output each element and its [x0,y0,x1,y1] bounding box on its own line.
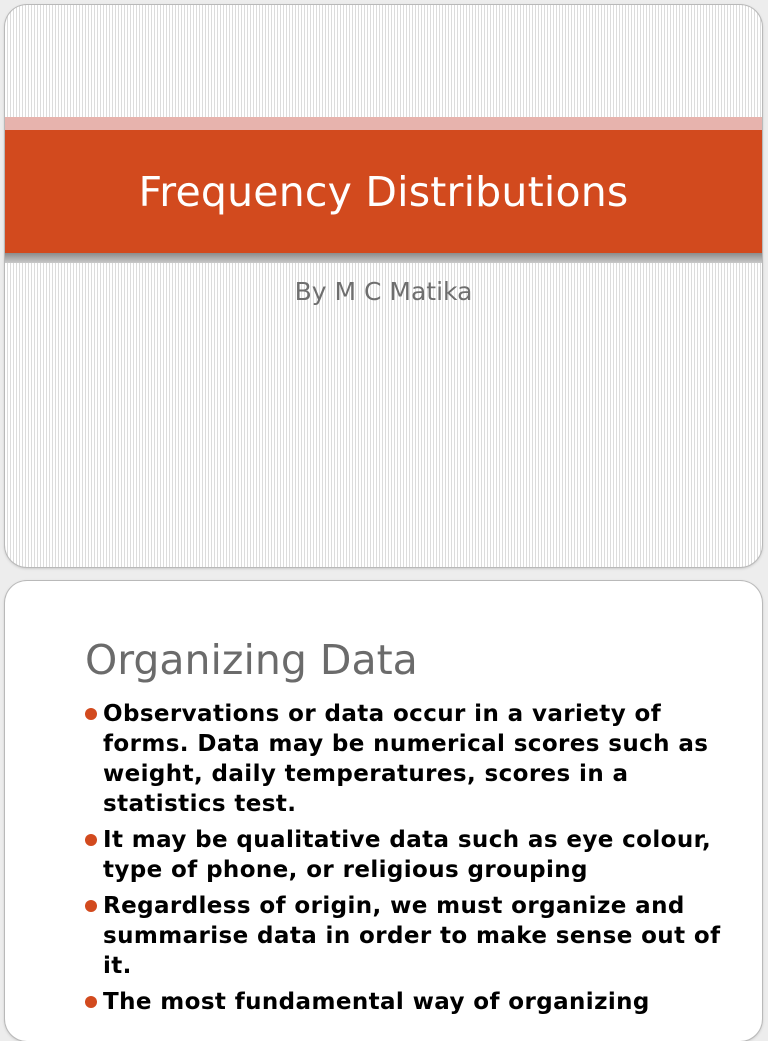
bullet-item [83,987,743,1017]
title-band-shadow-stripe [5,253,762,263]
title-band-top-stripe [5,117,762,130]
bullet-item [83,825,743,885]
slide-subtitle: By M C Matika [294,277,473,306]
bullet-item [83,891,743,981]
bullet-text: It may be qualitative data such as eye colour, type of phone, or religious grouping [103,827,712,883]
bullet-text: Regardless of origin, we must organize and summarise data in order to make sense out of it. [103,893,721,979]
bullet-dot-icon [85,834,97,846]
bullet-item [83,699,743,819]
content-slide [5,581,762,1041]
bullet-list [83,699,743,1023]
title-slide [5,5,762,567]
bullet-dot-icon [85,996,97,1008]
title-band [5,130,762,253]
bullet-dot-icon [85,900,97,912]
bullet-text: Observations or data occur in a variety of forms. Data may be numerical scores such as weight, daily temperatures, scores in a statistics test. [103,701,709,817]
bullet-dot-icon [85,708,97,720]
slide-title: Frequency Distributions [138,167,629,216]
bullet-text: The most fundamental way of organizing [103,989,650,1015]
content-slide-title: Organizing Data [85,636,418,684]
